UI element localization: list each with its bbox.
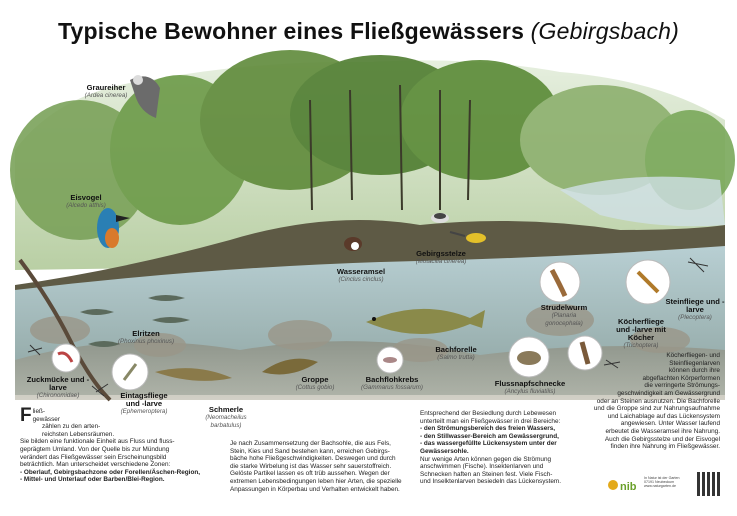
- label-steinfliege: Steinfliege und -larve (Plecoptera): [665, 297, 725, 321]
- imprint: In Natur ist der Garten 07191 Neubeckum www.naturgarten.de: [644, 476, 680, 489]
- page-title: Typische Bewohner eines Fließgewässers (Gebirgsbach): [58, 18, 679, 44]
- svg-text:nib: nib: [620, 481, 637, 493]
- qr-code: [697, 472, 721, 496]
- label-schmerle: Schmerle (Neomacheilus barbatulus): [205, 405, 247, 429]
- dipper-illustration: [344, 237, 362, 251]
- label-graureiher: Graureiher (Ardea cinerea): [84, 83, 128, 99]
- label-gebirgsstelze: Gebirgsstelze (Motacilla cinerea): [415, 249, 467, 265]
- text-column-3: Entsprechend der Besiedlung durch Lebewesen unterteilt man ein Fließgewässer in drei Bereiche: - den Strömungsbereich des freien Wassers, - den Stillwasser-Bereich am Gewässergrund, - das wassergefüllte Lückensystem unter der Gewässersohle. Nur wenige Arten können gegen die Strömung anschwimmen (Fische). Insektenlarven und Schnecken haften an Steinen fest. Viele Fisch- und Inselktenlarven besiedeln das Lückensystem.: [420, 410, 562, 486]
- text-column-1: F ließ- gewässer zählen zu den arten- reichsten Lebensräumen. Sie bilden eine funktionale Einheit aus Fluss und fluss- geprägtem Umland. Von der Quelle bis zur Mündung verändert das Fließgewässer sein Erscheinungsbild beträchtlich. Man unterscheidet verschiedene Zonen: - Oberlauf, Gebirgsbachzone oder Forellen/Äschen-Region, - Mittel- und Unterlauf oder Barben/Blei-Region.: [20, 405, 201, 484]
- label-flussnapfschnecke: Flussnapfschnecke (Ancylus fluviatilis): [494, 379, 566, 395]
- label-wasseramsel: Wasseramsel (Cinclus cinclus): [336, 267, 386, 283]
- label-koecherfliege: Köcherfliege und -larve mit Köcher (Trichoptera): [616, 317, 666, 349]
- label-strudelwurm: Strudelwurm (Planaria gonocephala): [540, 303, 588, 327]
- dropcap: F: [20, 405, 32, 426]
- sun-icon: [608, 480, 618, 490]
- text-column-4: Köcherfliegen- und Steinfliegenlarven können durch ihre abgeflachten Körperformen die verringerte Strömungs- geschwindigkeit am Gewässergrund oder an Steinen ausnutzen. Die Bachforelle und die Groppe sind zur Nahrungsaufnahme und Laichablage auf das Lückensystem angewiesen. Unter Wasser laufend erbeutet die Wasseramsel ihre Nahrung. Auch die Gebirgsstelze und der Eisvogel finden ihre Nahrung im Fließgewässer.: [593, 352, 720, 451]
- label-bachforelle: Bachforelle (Salmo trutta): [435, 345, 477, 361]
- text-column-2: Je nach Zusammensetzung der Bachsohle, die aus Fels, Stein, Kies und Sand bestehen kann, erreichen Gebirgs- bäche hohe Fließgeschwindigkeiten. Deswegen und durch die starke Wirbelung ist das Wasser sehr sauerstoffreich. Gelöste Partikel lassen es oft trüb aussehen. Wegen der extremen Lebensbedingungen leben hier Arten, die spezielle Anpassungen in Körperbau und Verhalten entwickelt haben.: [230, 440, 402, 493]
- label-eisvogel: Eisvogel (Alcedo atthis): [66, 193, 106, 209]
- label-eintagsfliege: Eintagsfliege und -larve (Ephemeroptera): [120, 391, 168, 415]
- label-bachflohkrebs: Bachflohkrebs (Gammarus fossarum): [361, 375, 423, 391]
- label-groppe: Groppe (Cottus gobio): [295, 375, 335, 391]
- wagtail-rock-illustration: [431, 213, 449, 223]
- label-elritzen: Elritzen (Phoxinus phoxinus): [117, 329, 175, 345]
- label-zuckmuecke: Zuckmücke und - larve (Chironomidae): [26, 375, 90, 399]
- nib-logo: [606, 476, 640, 494]
